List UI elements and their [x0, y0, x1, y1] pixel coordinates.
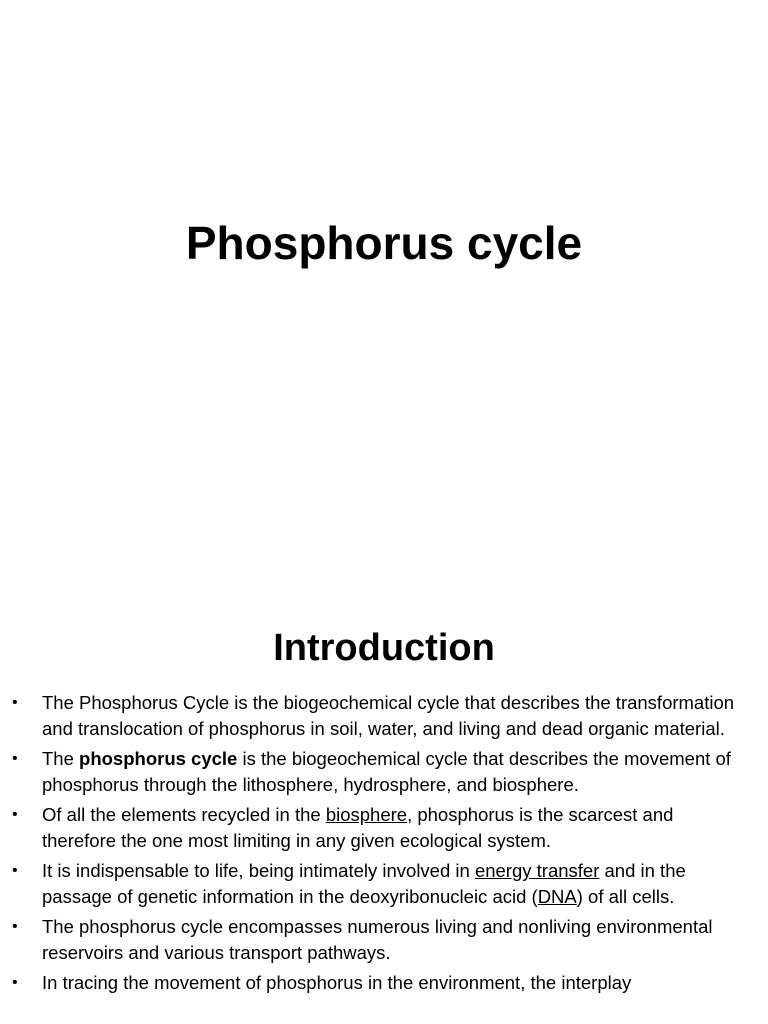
bullet-text-end: , phosphorus is the scarcest and therefore the one most limiting in any given ecological system. [42, 804, 674, 851]
link-dna[interactable]: DNA [537, 885, 577, 907]
bullet-item-5 [0, 914, 768, 965]
bullet-text-start: It is indispensable to life, being intimately involved in [42, 860, 475, 881]
bullet-item-2 [0, 746, 768, 797]
bullet-text-start: The [42, 748, 80, 769]
bullet-dot-icon: • [12, 694, 18, 711]
section-title-introduction: Introduction [273, 627, 495, 669]
bold-term: phosphorus cycle [79, 748, 238, 769]
bullet-dot-icon: • [12, 918, 18, 935]
bullet-text-middle: and in the passage of genetic information in the deoxyribonucleic acid ( [42, 860, 686, 907]
bullet-item-1 [0, 690, 768, 741]
bullet-dot-icon: • [12, 750, 18, 767]
bullet-text: In tracing the movement of phosphorus in the environment, the interplay [42, 972, 632, 993]
slide-title: Phosphorus cycle [185, 217, 583, 269]
bullet-text-end: ) of all cells. [576, 885, 675, 907]
bullet-text: The phosphorus cycle encompasses numerous living and nonliving environmental reservoirs and various transport pathways. [42, 916, 713, 963]
bullet-text-end: is the biogeochemical cycle that describes the movement of phosphorus through the lithosphere, hydrosphere, and biosphere. [42, 748, 731, 795]
bullet-dot-icon: • [12, 862, 18, 879]
bullet-dot-icon: • [12, 806, 18, 823]
bullet-text: The Phosphorus Cycle is the biogeochemical cycle that describes the transformation and translocation of phosphorus in soil, water, and living and dead organic material. [42, 692, 735, 739]
bullet-dot-icon: • [12, 974, 18, 991]
bullet-item-6 [0, 970, 768, 996]
bullet-item-4 [0, 858, 768, 909]
bullet-text-start: Of all the elements recycled in the [42, 804, 326, 825]
link-biosphere[interactable]: biosphere [325, 804, 408, 825]
bullet-item-3 [0, 802, 768, 853]
link-energy-transfer[interactable]: energy transfer [474, 860, 600, 881]
bullet-list [0, 690, 768, 1001]
